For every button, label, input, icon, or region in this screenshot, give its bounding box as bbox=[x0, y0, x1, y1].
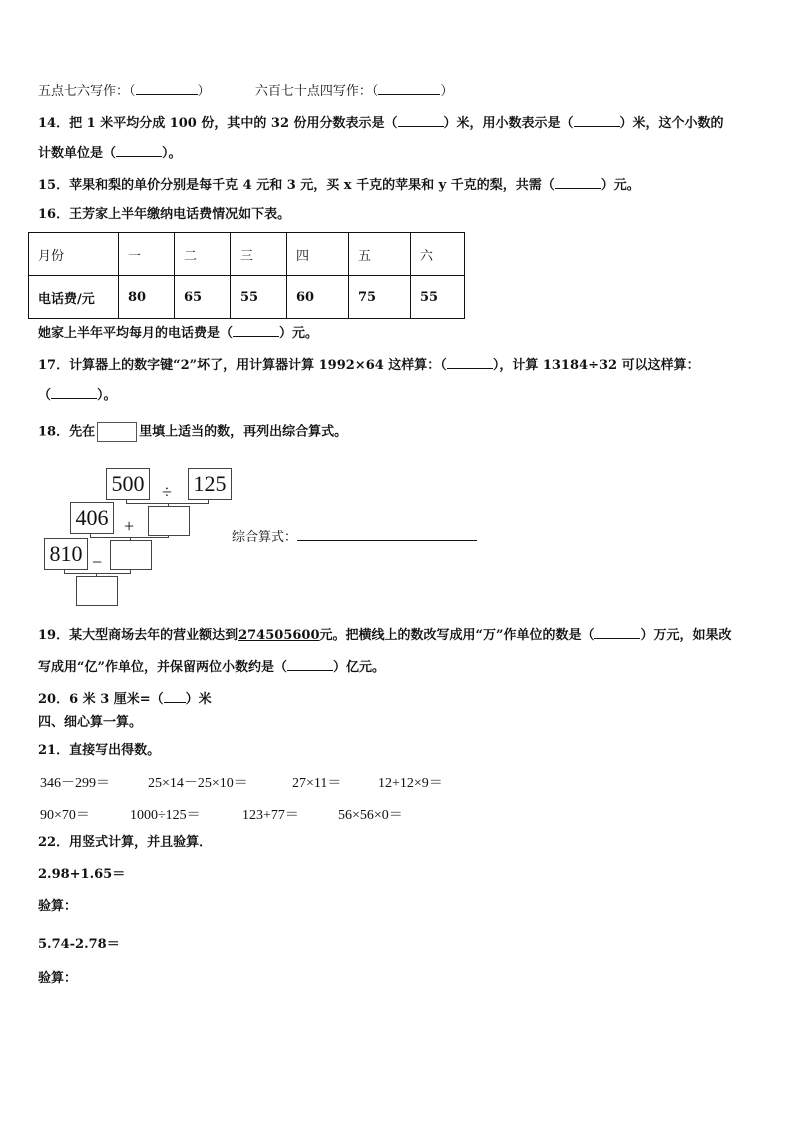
line-writing bbox=[38, 82, 453, 101]
answer-blank[interactable] bbox=[574, 114, 620, 127]
text: 计数单位是（ bbox=[38, 146, 117, 161]
final-answer-box[interactable] bbox=[76, 576, 118, 606]
table-row bbox=[29, 276, 465, 319]
text: （ bbox=[38, 388, 52, 403]
text: ）亿元。 bbox=[332, 660, 385, 675]
text: ）。 bbox=[97, 388, 117, 403]
text: 五点七六写作：（ bbox=[38, 84, 136, 99]
answer-blank[interactable] bbox=[398, 114, 444, 127]
text: ）元。 bbox=[600, 178, 640, 193]
answer-blank[interactable] bbox=[164, 690, 186, 703]
text: 四、细心算一算。 bbox=[38, 715, 143, 730]
answer-blank[interactable] bbox=[594, 626, 640, 639]
check-label-2 bbox=[38, 970, 77, 988]
connector bbox=[64, 573, 131, 574]
check-label-1 bbox=[38, 898, 77, 916]
question-15 bbox=[38, 176, 640, 195]
table-cell: 四 bbox=[287, 233, 349, 276]
calc-item: 123+77＝ bbox=[242, 808, 299, 823]
calc-item: 12+12×9＝ bbox=[378, 776, 443, 791]
calc-item: 1000÷125＝ bbox=[130, 808, 201, 823]
table-cell: 65 bbox=[175, 276, 231, 319]
answer-blank[interactable] bbox=[116, 144, 162, 157]
phone-fee-table bbox=[28, 232, 465, 319]
table-cell: 60 bbox=[287, 276, 349, 319]
table-cell: 六 bbox=[411, 233, 465, 276]
text: 综合算式： bbox=[232, 530, 298, 545]
calc-item: 346－299＝ bbox=[40, 776, 110, 791]
question-14 bbox=[38, 114, 724, 133]
plus-sign: + bbox=[124, 516, 135, 536]
answer-blank[interactable] bbox=[287, 658, 333, 671]
question-17-cont bbox=[38, 386, 117, 405]
answer-box[interactable] bbox=[148, 506, 190, 536]
text: ） bbox=[197, 84, 211, 99]
inline-box bbox=[97, 422, 137, 442]
table-cell: 三 bbox=[231, 233, 287, 276]
text: ）米 bbox=[185, 692, 212, 707]
question-17 bbox=[38, 356, 700, 375]
table-cell: 75 bbox=[349, 276, 411, 319]
answer-blank[interactable] bbox=[233, 324, 279, 337]
table-cell: 55 bbox=[231, 276, 287, 319]
text: 20．6 米 3 厘米=（ bbox=[38, 692, 164, 707]
table-cell: 55 bbox=[411, 276, 465, 319]
text: ），计算 13184÷32 可以这样算： bbox=[492, 358, 700, 373]
answer-blank[interactable] bbox=[378, 82, 440, 95]
text: 15．苹果和梨的单价分别是每千克 4 元和 3 元，买 x 千克的苹果和 y 千克的梨，共需（ bbox=[38, 178, 555, 193]
text: 21．直接写出得数。 bbox=[38, 743, 161, 758]
text: 17．计算器上的数字键“2”坏了，用计算器计算 1992×64 这样算：（ bbox=[38, 358, 447, 373]
formula-blank[interactable] bbox=[297, 528, 477, 541]
text: 5.74-2.78＝ bbox=[38, 937, 120, 952]
question-16-answer bbox=[38, 324, 318, 343]
text: ） bbox=[440, 84, 454, 99]
vertical-calc-1 bbox=[38, 866, 125, 884]
text: 她家上半年平均每月的电话费是（ bbox=[38, 326, 234, 341]
text: ）米，用小数表示是（ bbox=[443, 116, 574, 131]
text: 验算： bbox=[38, 971, 78, 986]
vertical-calc-2 bbox=[38, 936, 120, 954]
answer-blank[interactable] bbox=[555, 176, 601, 189]
number-box-810: 810 bbox=[44, 538, 88, 570]
text: 里填上适当的数，再列出综合算式。 bbox=[139, 424, 348, 440]
table-cell: 一 bbox=[119, 233, 175, 276]
number-box-500: 500 bbox=[106, 468, 150, 500]
text: 元。把横线上的数改写成用“万”作单位的数是（ bbox=[319, 628, 595, 643]
text: ）元。 bbox=[279, 326, 319, 341]
text: 写成用“亿”作单位，并保留两位小数约是（ bbox=[38, 660, 287, 675]
question-18 bbox=[38, 422, 347, 442]
section-4-heading bbox=[38, 714, 142, 732]
question-22 bbox=[38, 834, 212, 852]
minus-sign: − bbox=[92, 552, 103, 572]
text: 18．先在 bbox=[38, 424, 96, 440]
number-box-125: 125 bbox=[188, 468, 232, 500]
question-14-cont bbox=[38, 144, 182, 163]
calc-item: 25×14－25×10＝ bbox=[148, 776, 248, 791]
answer-blank[interactable] bbox=[447, 356, 493, 369]
table-cell: 电话费/元 bbox=[29, 276, 119, 319]
question-19-cont bbox=[38, 658, 385, 677]
number-box-406: 406 bbox=[70, 502, 114, 534]
answer-blank[interactable] bbox=[136, 82, 198, 95]
table-cell: 五 bbox=[349, 233, 411, 276]
text: ）米，这个小数的 bbox=[619, 116, 724, 131]
calc-item: 27×11＝ bbox=[292, 776, 342, 791]
calc-item: 90×70＝ bbox=[40, 808, 90, 823]
text: 2.98+1.65＝ bbox=[38, 867, 126, 882]
text: ）万元，如果改 bbox=[640, 628, 732, 643]
text: 验算： bbox=[38, 899, 78, 914]
question-20 bbox=[38, 690, 212, 709]
question-19 bbox=[38, 626, 732, 645]
question-21 bbox=[38, 742, 160, 760]
formula-line bbox=[232, 528, 477, 547]
underlined-number: 274505600 bbox=[238, 628, 320, 643]
text: ）。 bbox=[162, 146, 182, 161]
text: 16．王芳家上半年缴纳电话费情况如下表。 bbox=[38, 207, 291, 222]
text: 14．把 1 米平均分成 100 份，其中的 32 份用分数表示是（ bbox=[38, 116, 398, 131]
table-cell: 月份 bbox=[29, 233, 119, 276]
table-cell: 二 bbox=[175, 233, 231, 276]
answer-box[interactable] bbox=[110, 540, 152, 570]
text: 19．某大型商场去年的营业额达到 bbox=[38, 628, 239, 643]
calc-item: 56×56×0＝ bbox=[338, 808, 403, 823]
table-cell: 80 bbox=[119, 276, 175, 319]
text: 22．用竖式计算，并且验算． bbox=[38, 835, 213, 850]
divide-sign: ÷ bbox=[162, 482, 172, 502]
text: 六百七十点四写作：（ bbox=[254, 84, 379, 99]
table-row bbox=[29, 233, 465, 276]
answer-blank[interactable] bbox=[51, 386, 97, 399]
question-16 bbox=[38, 206, 290, 224]
